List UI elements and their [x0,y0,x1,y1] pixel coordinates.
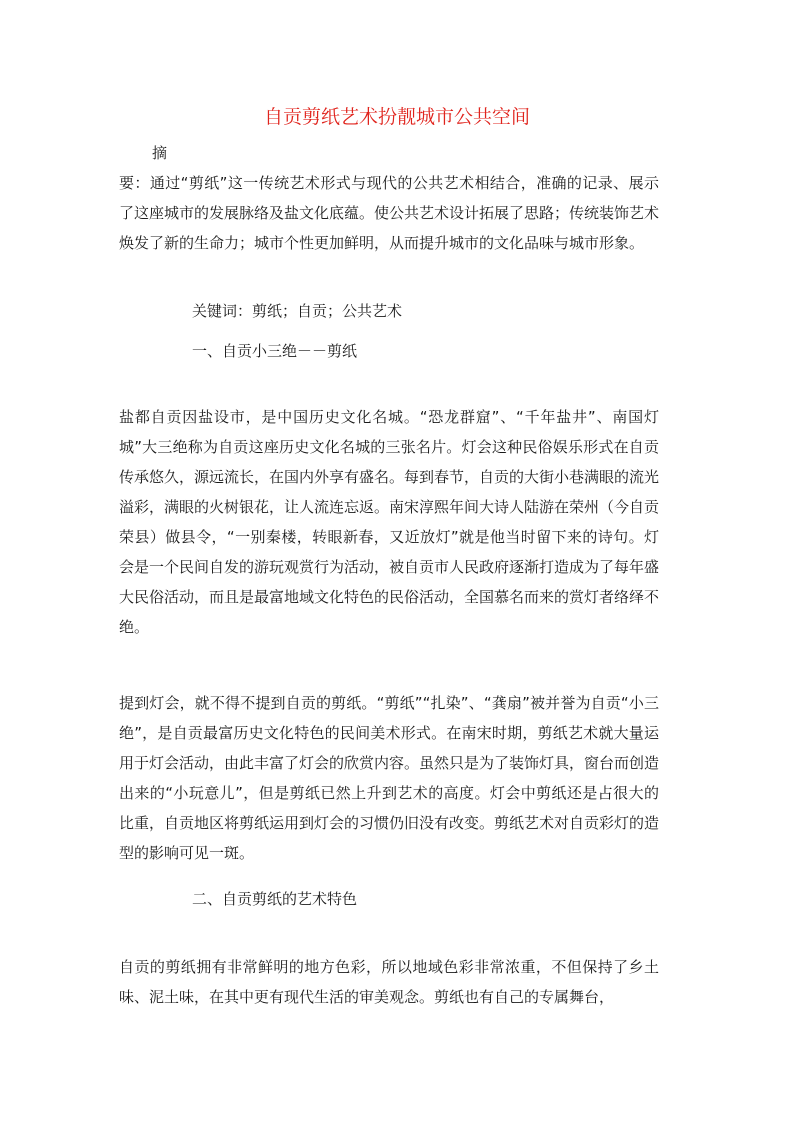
document-title: 自贡剪纸艺术扮靓城市公共空间 [263,106,530,128]
section-heading-1: 一、自贡小三绝－－剪纸 [192,342,358,360]
keywords-line: 关键词：剪纸；自贡；公共艺术 [192,302,403,320]
paragraph-2: 提到灯会，就不得不提到自贡的剪纸。“剪纸”“扎染”、“龚扇”被并誉为自贡“小三绝”，是自贡最富历史文化特色的民间美术形式。在南宋时期，剪纸艺术就大量运用于灯会活动，由此丰富了灯会的欣赏内容。虽然只是为了装饰灯具，窗台而创造出来的“小玩意儿”，但是剪纸已然上升到艺术的高度。灯会中剪纸还是占很大的比重，自贡地区将剪纸运用到灯会的习惯仍旧没有改变。剪纸艺术对自贡彩灯的造型的影响可见一斑。 [119,694,660,862]
abstract-label: 摘 [152,144,168,162]
section-heading-2: 二、自贡剪纸的艺术特色 [192,890,358,908]
paragraph-1: 盐都自贡因盐设市，是中国历史文化名城。“恐龙群窟”、“千年盐井”、南国灯城”大三绝称为自贡这座历史文化名城的三张名片。灯会这种民俗娱乐形式在自贡传承悠久，源远流长，在国内外享有盛名。每到春节，自贡的大街小巷满眼的流光溢彩，满眼的火树银花，让人流连忘返。南宋淳熙年间大诗人陆游在荣州（今自贡荣县）做县令，“一别秦楼，转眼新春，又近放灯”就是他当时留下来的诗句。灯会是一个民间自发的游玩观赏行为活动，被自贡市人民政府逐渐打造成为了每年盛大民俗活动，而且是最富地域文化特色的民俗活动，全国慕名而来的赏灯者络绎不绝。 [119,408,660,636]
paragraph-3: 自贡的剪纸拥有非常鲜明的地方色彩，所以地域色彩非常浓重，不但保持了乡土味、泥土味，在其中更有现代生活的审美观念。剪纸也有自己的专属舞台， [119,958,659,1006]
abstract-text: 要：通过“剪纸”这一传统艺术形式与现代的公共艺术相结合，准确的记录、展示了这座城市的发展脉络及盐文化底蕴。使公共艺术设计拓展了思路；传统装饰艺术焕发了新的生命力；城市个性更加鲜明，从而提升城市的文化品味与城市形象。 [119,174,660,252]
